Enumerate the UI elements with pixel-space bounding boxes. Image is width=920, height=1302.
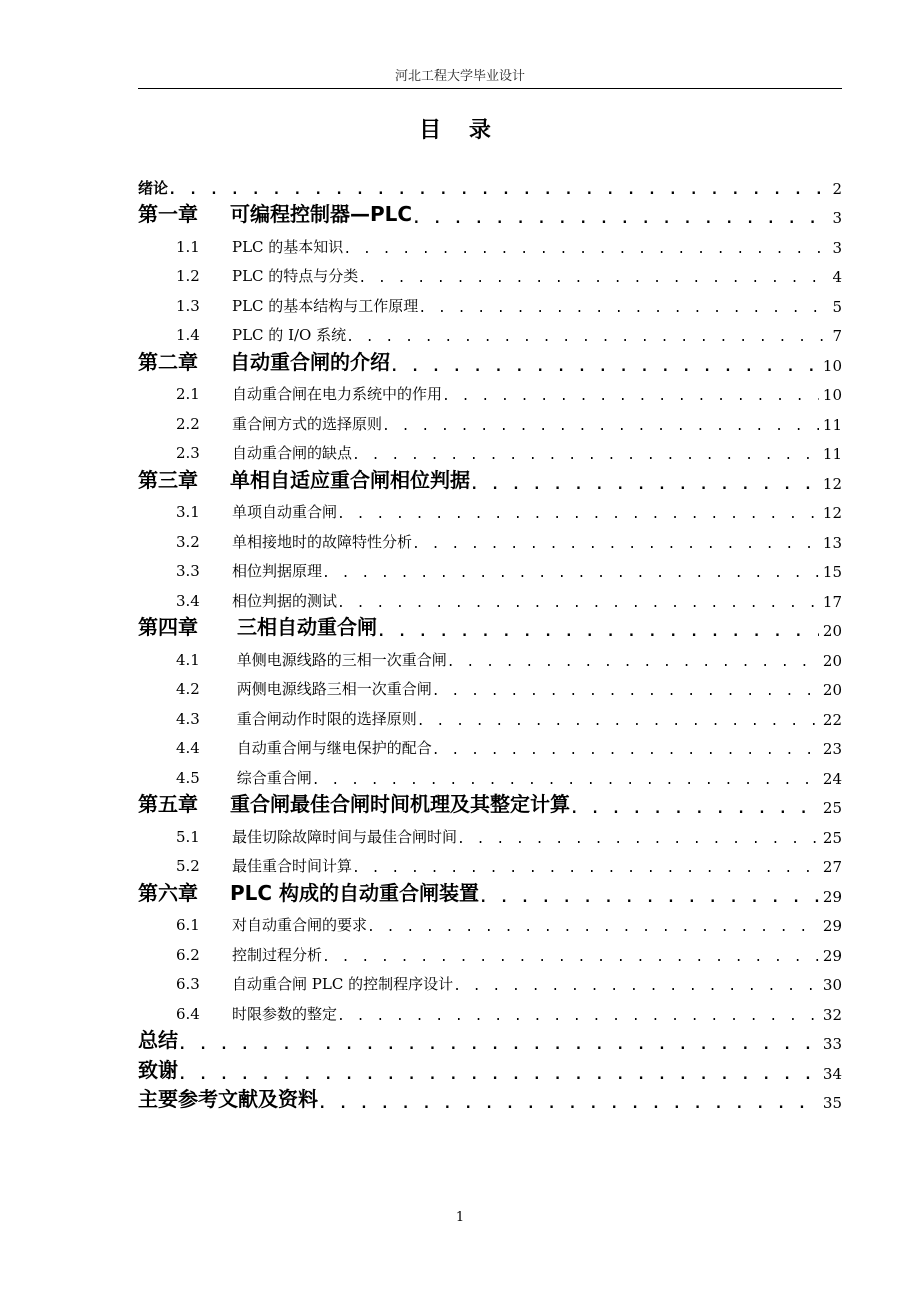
toc-entry-label	[138, 1024, 178, 1053]
toc-entry-title: 相位判据的测试	[232, 591, 338, 610]
toc-entry-label	[176, 265, 358, 286]
dot-leader	[343, 242, 828, 257]
header-rule	[138, 88, 842, 89]
toc-page-number: 25	[822, 799, 842, 817]
running-header: 河北工程大学毕业设计	[394, 69, 525, 84]
toc-page-number: 4	[832, 268, 842, 286]
section-number: 6.1	[176, 916, 200, 934]
toc-section-entry[interactable]	[138, 404, 842, 434]
toc-entry-title: 重合闸最佳合闸时间机理及其整定计算	[230, 792, 570, 816]
dot-leader	[312, 773, 819, 788]
toc-entry-title: 单相自适应重合闸相位判据	[230, 467, 470, 492]
toc-entry-title: 单相接地时的故障特性分析	[232, 532, 413, 551]
dot-leader	[318, 1096, 819, 1112]
dot-leader	[352, 861, 819, 876]
toc-entry-title: 单侧电源线路的三相一次重合闸	[232, 650, 447, 669]
toc-entry-title: 综合重合闸	[232, 768, 312, 787]
toc-page-number: 7	[832, 327, 842, 345]
dot-leader	[447, 655, 819, 670]
section-number: 1.4	[176, 326, 200, 344]
toc-entry-label	[176, 914, 367, 935]
toc-entry-title: PLC 构成的自动重合闸装置	[230, 880, 480, 905]
toc-entry-title: 绪论	[138, 178, 169, 197]
section-number: 1.3	[176, 296, 200, 315]
toc-entry-title: 自动重合闸 PLC 的控制程序设计	[232, 975, 454, 993]
section-number: 6.3	[176, 975, 200, 993]
toc-entry-label	[176, 590, 337, 611]
toc-page-number: 20	[822, 651, 842, 670]
dot-leader	[382, 419, 819, 434]
toc-entry-label	[176, 1003, 337, 1024]
toc-section-entry[interactable]	[138, 817, 842, 847]
section-number: 3.1	[176, 503, 200, 521]
toc-entry-title: 重合闸动作时限的选择原则	[232, 709, 417, 728]
toc-entry-label	[176, 649, 447, 670]
toc-entry-label	[138, 1054, 178, 1083]
toc-page-number: 10	[822, 386, 842, 404]
section-number: 5.1	[176, 827, 200, 846]
toc-entry-title: PLC 的基本结构与工作原理	[232, 296, 419, 315]
toc-chapter-entry[interactable]	[138, 463, 842, 493]
toc-entry-title: 对自动重合闸的要求	[232, 916, 368, 934]
toc-entry-label	[138, 464, 470, 493]
toc-entry-title: 主要参考文献及资料	[138, 1087, 318, 1111]
toc-chapter-entry[interactable]	[138, 168, 842, 198]
toc-chapter-entry[interactable]	[138, 788, 842, 818]
toc-section-entry[interactable]	[138, 316, 842, 346]
toc-section-entry[interactable]	[138, 227, 842, 257]
toc-entry-label	[176, 531, 412, 552]
table-of-contents	[138, 168, 842, 1112]
section-number: 4.4	[176, 739, 200, 757]
chapter-number: 第五章	[138, 792, 198, 816]
toc-section-entry[interactable]	[138, 847, 842, 877]
toc-entry-label	[176, 413, 382, 434]
toc-chapter-entry[interactable]	[138, 1053, 842, 1083]
toc-page-number: 24	[822, 769, 842, 788]
toc-chapter-entry[interactable]	[138, 345, 842, 375]
chapter-number: 第二章	[138, 349, 198, 374]
toc-section-entry[interactable]	[138, 670, 842, 700]
toc-entry-title: 自动重合闸在电力系统中的作用	[232, 385, 443, 403]
toc-entry-label	[138, 346, 390, 375]
toc-section-entry[interactable]	[138, 257, 842, 287]
dot-leader	[457, 832, 819, 847]
toc-page-number: 29	[822, 917, 842, 935]
toc-entry-title: 致谢	[138, 1057, 178, 1082]
toc-section-entry[interactable]	[138, 965, 842, 995]
toc-page-number: 25	[822, 828, 842, 847]
dot-leader	[417, 714, 819, 729]
chapter-number: 第三章	[138, 467, 198, 492]
toc-entry-title: PLC 的 I/O 系统	[232, 326, 347, 344]
toc-entry-title: 可编程控制器—PLC	[230, 202, 413, 226]
toc-chapter-entry[interactable]	[138, 1024, 842, 1054]
toc-page-number: 3	[832, 209, 842, 227]
toc-entry-title: 两侧电源线路三相一次重合闸	[232, 680, 432, 698]
section-number: 2.2	[176, 414, 200, 433]
dot-leader	[418, 301, 828, 316]
toc-section-entry[interactable]	[138, 906, 842, 936]
toc-section-entry[interactable]	[138, 581, 842, 611]
toc-entry-title: 三相自动重合闸	[230, 615, 377, 639]
toc-page-number: 27	[822, 858, 842, 876]
toc-entry-label	[138, 788, 570, 817]
toc-entry-title: PLC 的特点与分类	[232, 267, 359, 285]
section-number: 3.2	[176, 532, 200, 551]
dot-leader	[178, 1067, 819, 1083]
toc-section-entry[interactable]	[138, 522, 842, 552]
dot-leader	[432, 684, 819, 699]
chapter-number: 第一章	[138, 202, 198, 226]
toc-page-number: 11	[822, 445, 842, 463]
dot-leader	[442, 389, 819, 404]
toc-entry-label	[176, 324, 346, 345]
toc-entry-title: 单项自动重合闸	[232, 503, 338, 521]
toc-entry-label	[176, 295, 418, 316]
toc-section-entry[interactable]	[138, 375, 842, 405]
dot-leader	[322, 566, 819, 581]
section-number: 2.1	[176, 385, 200, 403]
dot-leader	[358, 271, 828, 286]
section-number: 2.3	[176, 444, 200, 462]
toc-entry-label	[176, 944, 322, 965]
dot-leader	[453, 979, 819, 994]
toc-entry-label	[176, 767, 312, 788]
dot-leader	[377, 624, 819, 640]
toc-section-entry[interactable]	[138, 758, 842, 788]
dot-leader	[337, 1009, 819, 1024]
toc-entry-title: 自动重合闸与继电保护的配合	[232, 739, 432, 757]
dot-leader	[168, 182, 828, 198]
toc-entry-title: PLC 的基本知识	[232, 237, 344, 256]
dot-leader	[470, 477, 819, 493]
section-number: 4.3	[176, 709, 200, 728]
toc-entry-label	[176, 737, 432, 758]
toc-chapter-entry[interactable]	[138, 198, 842, 228]
section-number: 6.2	[176, 945, 200, 964]
toc-chapter-entry[interactable]	[138, 611, 842, 641]
toc-entry-label	[176, 678, 432, 699]
page-title: 目 录	[419, 118, 501, 143]
toc-entry-label	[138, 198, 412, 227]
toc-chapter-entry[interactable]	[138, 1083, 842, 1113]
toc-page-number: 10	[822, 356, 842, 375]
dot-leader	[412, 211, 828, 227]
dot-leader	[337, 507, 819, 522]
page-number: 1	[455, 1210, 465, 1225]
toc-page-number: 5	[832, 297, 842, 316]
section-number: 6.4	[176, 1004, 200, 1023]
toc-entry-title: 自动重合闸的缺点	[232, 444, 353, 462]
dot-leader	[390, 359, 819, 375]
toc-page-number: 15	[822, 563, 842, 581]
toc-page-number: 3	[832, 238, 842, 257]
toc-page-number: 20	[822, 622, 842, 640]
toc-page-number: 29	[822, 946, 842, 965]
toc-page-number: 35	[822, 1094, 842, 1112]
chapter-number: 第四章	[138, 615, 198, 639]
toc-entry-title: 自动重合闸的介绍	[230, 349, 390, 374]
toc-page-number: 2	[832, 179, 842, 198]
toc-entry-label	[176, 383, 442, 404]
toc-entry-label	[176, 236, 343, 257]
dot-leader	[479, 890, 819, 906]
section-number: 1.1	[176, 237, 200, 256]
toc-entry-title: 相位判据原理	[232, 562, 323, 580]
toc-entry-title: 控制过程分析	[232, 945, 323, 964]
toc-entry-label	[138, 177, 168, 198]
toc-section-entry[interactable]	[138, 640, 842, 670]
dot-leader	[570, 801, 819, 817]
section-number: 1.2	[176, 267, 200, 285]
toc-page-number: 13	[822, 533, 842, 552]
toc-page-number: 11	[822, 415, 842, 434]
dot-leader	[322, 950, 819, 965]
toc-page-number: 29	[822, 887, 842, 906]
toc-entry-label	[176, 560, 322, 581]
toc-entry-label	[176, 501, 337, 522]
toc-section-entry[interactable]	[138, 699, 842, 729]
toc-section-entry[interactable]	[138, 493, 842, 523]
toc-section-entry[interactable]	[138, 434, 842, 464]
dot-leader	[352, 448, 819, 463]
toc-section-entry[interactable]	[138, 994, 842, 1024]
toc-entry-label	[176, 826, 457, 847]
toc-entry-title: 时限参数的整定	[232, 1004, 338, 1023]
toc-entry-title: 最佳切除故障时间与最佳合闸时间	[232, 827, 458, 846]
dot-leader	[337, 596, 819, 611]
dot-leader	[412, 537, 819, 552]
toc-entry-label	[176, 973, 453, 994]
toc-page-number: 22	[822, 710, 842, 729]
toc-page-number: 33	[822, 1035, 842, 1053]
section-number: 3.3	[176, 562, 200, 580]
toc-entry-label	[138, 611, 377, 640]
toc-entry-label	[138, 877, 479, 906]
toc-entry-label	[176, 855, 352, 876]
section-number: 5.2	[176, 857, 200, 875]
toc-page-number: 12	[822, 474, 842, 493]
section-number: 4.2	[176, 680, 200, 698]
section-number: 4.5	[176, 768, 200, 787]
toc-chapter-entry[interactable]	[138, 876, 842, 906]
toc-section-entry[interactable]	[138, 286, 842, 316]
toc-section-entry[interactable]	[138, 935, 842, 965]
toc-entry-title: 最佳重合时间计算	[232, 857, 353, 875]
toc-page-number: 32	[822, 1005, 842, 1024]
toc-page-number: 17	[822, 592, 842, 611]
toc-section-entry[interactable]	[138, 729, 842, 759]
toc-entry-label	[138, 1083, 318, 1112]
dot-leader	[367, 920, 819, 935]
toc-entry-label	[176, 708, 417, 729]
toc-page-number: 34	[822, 1064, 842, 1083]
chapter-number: 第六章	[138, 880, 198, 905]
toc-page-number: 30	[822, 976, 842, 994]
section-number: 4.1	[176, 650, 200, 669]
toc-entry-title: 总结	[138, 1028, 178, 1052]
dot-leader	[346, 330, 828, 345]
dot-leader	[178, 1037, 819, 1053]
toc-entry-label	[176, 442, 352, 463]
dot-leader	[432, 743, 819, 758]
toc-section-entry[interactable]	[138, 552, 842, 582]
toc-entry-title: 重合闸方式的选择原则	[232, 414, 383, 433]
toc-page-number: 23	[822, 740, 842, 758]
section-number: 3.4	[176, 591, 200, 610]
toc-page-number: 12	[822, 504, 842, 522]
toc-page-number: 20	[822, 681, 842, 699]
